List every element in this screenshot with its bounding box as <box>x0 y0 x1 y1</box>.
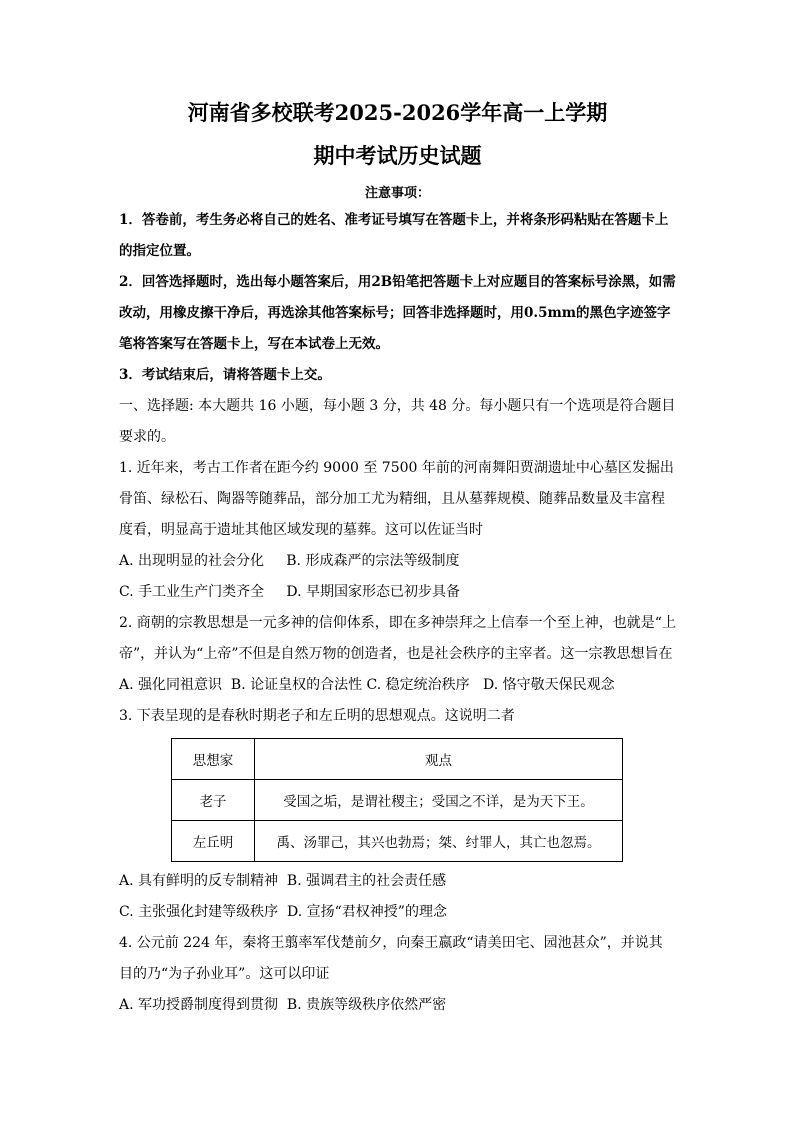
question-1-stem: 1. 近年来，考古工作者在距今约 9000 至 7500 年前的河南舞阳贾湖遗址中心墓区发掘出骨笛、绿松石、陶器等随葬品，部分加工尤为精细，且从墓葬规模、随葬品数量及丰富程度看，明显高于遗址其他区域发现的墓葬。这可以佐证当时 <box>119 460 674 538</box>
exam-title-line1: 河南省多校联考2025-2026学年高一上学期 <box>187 100 608 125</box>
question-1-options-line: A. 出现明显的社会分化 B. 形成森严的宗法等级制度 <box>119 553 460 569</box>
exam-title-line2: 期中考试历史试题 <box>313 143 482 168</box>
section-heading: 一、选择题: 本大题共 16 小题，每小题 3 分，共 48 分。每小题只有一个选项是符合题目要求的。 <box>119 398 676 445</box>
table-cell: 老子 <box>172 780 255 821</box>
notice-item: 3．考试结束后，请将答题卡上交。 <box>119 367 331 383</box>
table-header-row <box>172 739 623 780</box>
question-2-options-line: A. 强化同祖意识 B. 论证皇权的合法性 C. 稳定统治秩序 D. 恪守敬天保民观念 <box>119 677 615 693</box>
table-cell: 禹、汤罪己，其兴也勃焉；桀、纣罪人，其亡也忽焉。 <box>255 821 623 862</box>
table-row <box>172 821 623 862</box>
question-4-stem: 4. 公元前 224 年，秦将王翦率军伐楚前夕，向秦王嬴政“请美田宅、园池甚众”，并说其目的乃“为子孙业耳”。这可以印证 <box>119 935 663 982</box>
question-4-options-line: A. 军功授爵制度得到贯彻 B. 贵族等级秩序依然严密 <box>119 997 447 1013</box>
question-2-stem: 2. 商朝的宗教思想是一元多神的信仰体系，即在多神崇拜之上信奉一个至上神，也就是“上帝”，并认为“上帝”不但是自然万物的创造者，也是社会秩序的主宰者。这一宗教思想旨在 <box>119 615 676 662</box>
question-3-options-line: A. 具有鲜明的反专制精神 B. 强调君主的社会责任感 <box>119 873 447 889</box>
question-1-options-line: C. 手工业生产门类齐全 D. 早期国家形态已初步具备 <box>119 584 460 600</box>
table-header-cell: 观点 <box>255 739 623 780</box>
table-cell: 左丘明 <box>172 821 255 862</box>
page-content <box>119 98 676 1021</box>
notice-item: 2．回答选择题时，选出每小题答案后，用2B铅笔把答题卡上对应题目的答案标号涂黑，如需改动，用橡皮擦干净后，再选涂其他答案标号；回答非选择题时，用0.5mm的黑色字迹签字笔将答案写在答题卡上，写在本试卷上无效。 <box>119 274 676 352</box>
question-3-stem: 3. 下表呈现的是春秋时期老子和左丘明的思想观点。这说明二者 <box>119 708 515 724</box>
notice-heading: 注意事项： <box>364 186 430 201</box>
notice-item: 1．答卷前，考生务必将自己的姓名、准考证号填写在答题卡上，并将条形码粘贴在答题卡上的指定位置。 <box>119 212 669 259</box>
thinkers-table <box>171 738 623 862</box>
table-row <box>172 780 623 821</box>
table-cell: 受国之垢，是谓社稷主；受国之不详，是为天下王。 <box>255 780 623 821</box>
question-3-options-line: C. 主张强化封建等级秩序 D. 宣扬“君权神授”的理念 <box>119 904 447 920</box>
table-header-cell: 思想家 <box>172 739 255 780</box>
